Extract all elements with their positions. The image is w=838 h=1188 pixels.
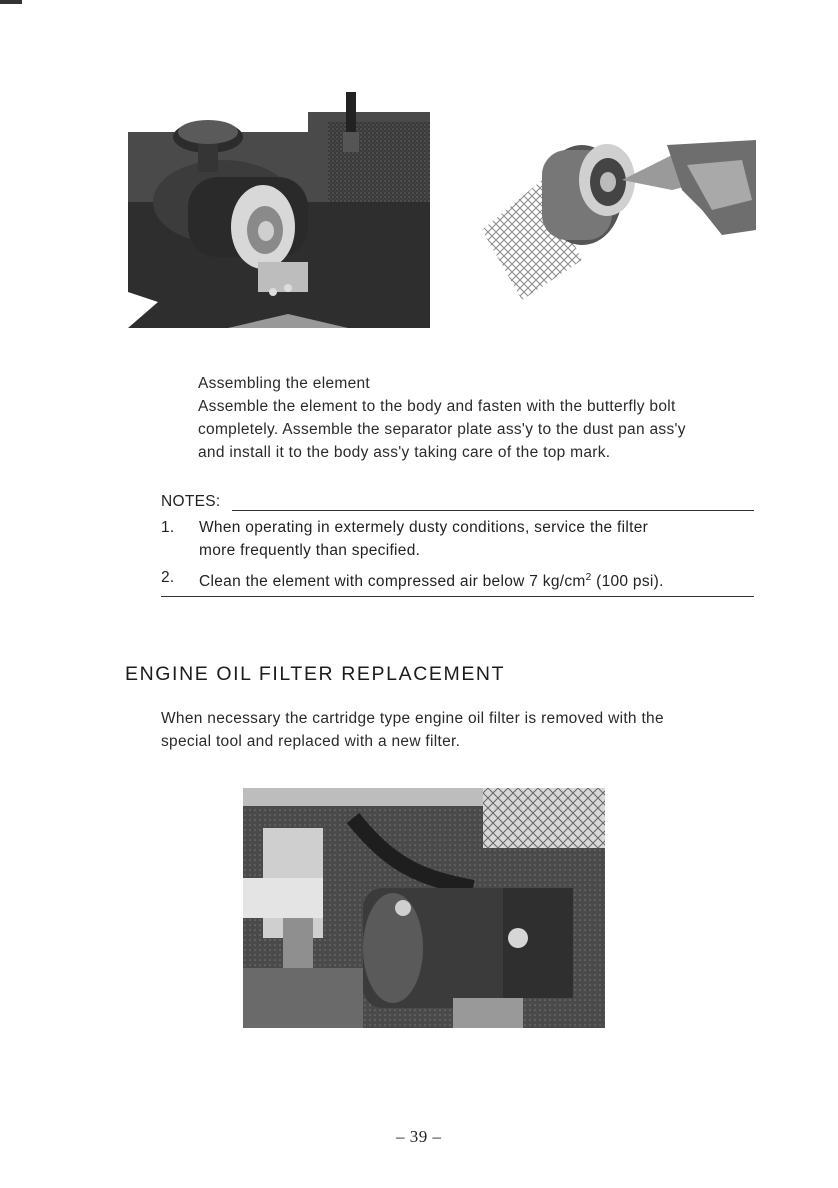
intro-line: special tool and replaced with a new filter. [161, 733, 461, 750]
air-cleaner-photo [128, 92, 430, 328]
note-text: Clean the element with compressed air below 7 kg/cm [199, 573, 586, 591]
oil-filter-photo [243, 788, 605, 1028]
notes-heading: NOTES: [161, 493, 221, 510]
element-and-tool-photo [472, 140, 756, 310]
intro-line: When necessary the cartridge type engine oil filter is removed with the [161, 710, 664, 727]
note-number: 1. [161, 519, 175, 536]
note-item [161, 516, 754, 562]
caption-line: and install it to the body ass'y taking care of the top mark. [198, 444, 611, 461]
caption-line: Assembling the element [198, 375, 371, 392]
caption-line: completely. Assemble the separator plate ass'y to the dust pan ass'y [198, 421, 686, 438]
notes-top-rule [232, 510, 754, 511]
note-number: 2. [161, 569, 175, 586]
caption-line: Assemble the element to the body and fasten with the butterfly bolt [198, 398, 676, 415]
note-item [161, 566, 754, 590]
page-number: – 39 – [396, 1127, 442, 1146]
notes-bottom-rule [161, 596, 754, 597]
caption-paragraph [198, 372, 754, 464]
note-line: When operating in extermely dusty conditions, service the filter [199, 519, 649, 536]
section-intro [161, 707, 754, 753]
note-superscript: 2 [585, 572, 592, 583]
corner-mark [0, 0, 22, 4]
note-text: (100 psi). [591, 573, 664, 591]
note-line: more frequently than specified. [199, 542, 421, 559]
section-title: ENGINE OIL FILTER REPLACEMENT [125, 663, 506, 685]
